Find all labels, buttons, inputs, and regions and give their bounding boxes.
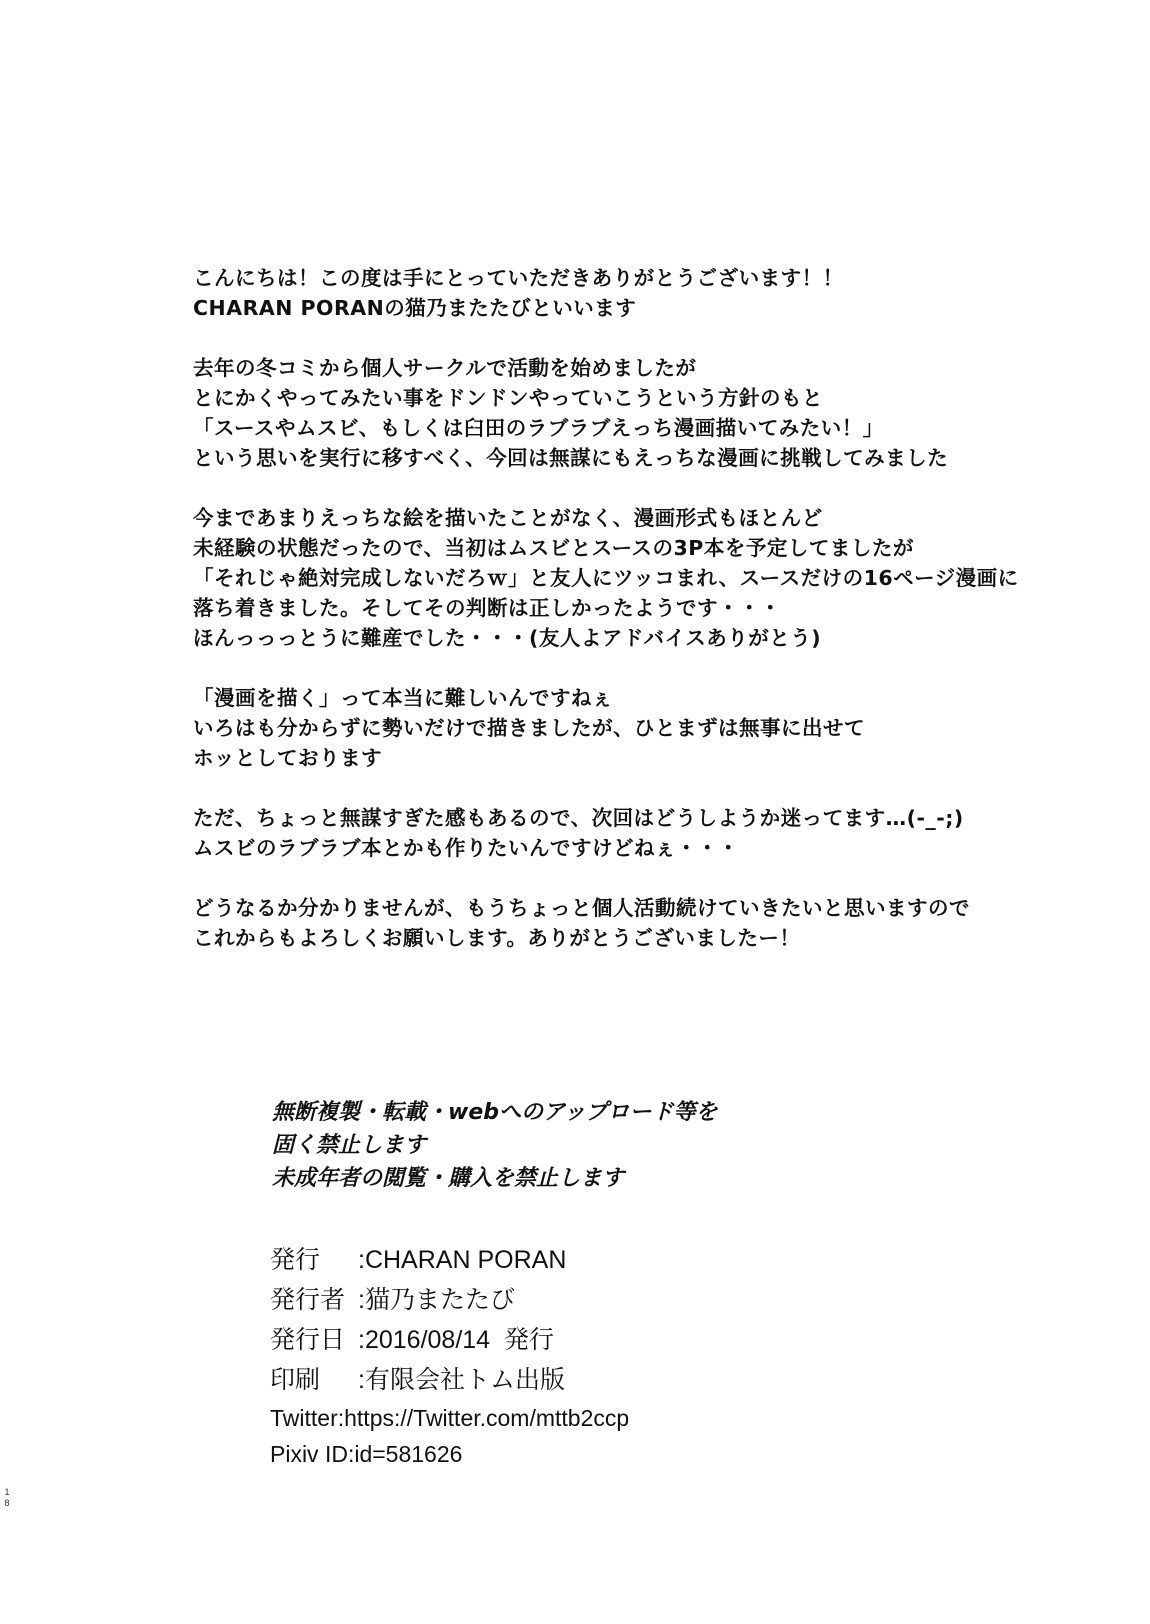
- colophon-pixiv: [270, 1436, 990, 1472]
- colophon-twitter: [270, 1400, 990, 1436]
- afterword-line: 「スースやムスビ、もしくは臼田のラブラブえっち漫画描いてみたい！」: [193, 416, 884, 440]
- colophon-separator: :: [358, 1366, 365, 1394]
- afterword-line: ほんっっっとうに難産でした・・・(友人よアドバイスありがとう): [193, 626, 822, 650]
- afterword-line: という思いを実行に移すべく、今回は無謀にもえっちな漫画に挑戦してみました: [193, 446, 949, 470]
- afterword-line: 未経験の状態だったので、当初はムスビとスースの3P本を予定してましたが: [193, 536, 914, 560]
- afterword-line: どうなるか分かりませんが、もうちょっと個人活動続けていきたいと思いますので: [193, 896, 970, 920]
- afterword-paragraph: [193, 503, 1073, 653]
- colophon-value: CHARAN PORAN: [364, 1246, 567, 1274]
- afterword-line: ただ、ちょっと無謀すぎた感もあるので、次回はどうしようか迷ってます…(-_-;): [193, 806, 964, 830]
- afterword-paragraph: [193, 683, 1073, 773]
- afterword-line: これからもよろしくお願いします。ありがとうございましたー！: [193, 926, 801, 950]
- colophon-publisher: [270, 1240, 990, 1280]
- page-number: [3, 1487, 11, 1509]
- notice-line: 未成年者の閲覧・購入を禁止します: [272, 1166, 625, 1191]
- afterword-line: 「漫画を描く」って本当に難しいんですねぇ: [193, 686, 613, 710]
- notice-line: 固く禁止します: [272, 1133, 427, 1158]
- colophon-author: [270, 1280, 990, 1320]
- afterword-line: 去年の冬コミから個人サークルで活動を始めましたが: [193, 356, 697, 380]
- afterword-line: 今まであまりえっちな絵を描いたことがなく、漫画形式もほとんど: [193, 506, 823, 530]
- colophon-value: 猫乃またたび: [364, 1286, 515, 1314]
- colophon-label: 発行者: [270, 1286, 346, 1314]
- afterword-line: 「それじゃ絶対完成しないだろｗ」と友人にツッコまれ、スースだけの16ページ漫画に: [193, 566, 1019, 590]
- afterword-line: CHARAN PORANの猫乃またたびといいます: [193, 296, 637, 320]
- colophon-label: 発行: [270, 1246, 321, 1274]
- afterword-line: とにかくやってみたい事をドンドンやっていこうという方針のもと: [193, 386, 823, 410]
- afterword-line: ホッとしております: [193, 746, 382, 770]
- afterword-paragraph: [193, 893, 1073, 953]
- copyright-notice: [272, 1096, 872, 1195]
- twitter-url: https://Twitter.com/mttb2ccp: [344, 1405, 630, 1431]
- colophon-value: 有限会社トム出版: [364, 1366, 565, 1394]
- colophon: [270, 1240, 990, 1472]
- colophon-separator: :: [347, 1441, 355, 1467]
- afterword-text: [193, 263, 1073, 953]
- page-number-digit: 8: [4, 1498, 10, 1508]
- afterword-paragraph: [193, 263, 1073, 323]
- afterword-paragraph: [193, 353, 1073, 473]
- colophon-separator: :: [358, 1286, 365, 1314]
- colophon-label: 発行日: [270, 1326, 346, 1354]
- colophon-separator: :: [358, 1246, 365, 1274]
- afterword-line: ムスビのラブラブ本とかも作りたいんですけどねぇ・・・: [193, 836, 739, 860]
- colophon-separator: :: [337, 1405, 345, 1431]
- afterword-line: こんにちは！この度は手にとっていただきありがとうございます！！: [193, 266, 844, 290]
- page-number-digit: 1: [4, 1487, 10, 1497]
- colophon-printer: [270, 1360, 990, 1400]
- afterword-line: 落ち着きました。そしてその判断は正しかったようです・・・: [193, 596, 781, 620]
- colophon-separator: :: [358, 1326, 365, 1354]
- afterword-line: いろはも分からずに勢いだけで描きましたが、ひとまずは無事に出せて: [193, 716, 865, 740]
- colophon-value: 2016/08/14 発行: [364, 1326, 554, 1354]
- notice-line: 無断複製・転載・webへのアップロード等を: [272, 1100, 718, 1125]
- colophon-label: Pixiv ID: [270, 1441, 348, 1467]
- colophon-date: [270, 1320, 990, 1360]
- afterword-paragraph: [193, 803, 1073, 863]
- colophon-label: Twitter: [270, 1405, 338, 1431]
- colophon-label: 印刷: [270, 1366, 321, 1394]
- pixiv-id: id=581626: [354, 1441, 463, 1467]
